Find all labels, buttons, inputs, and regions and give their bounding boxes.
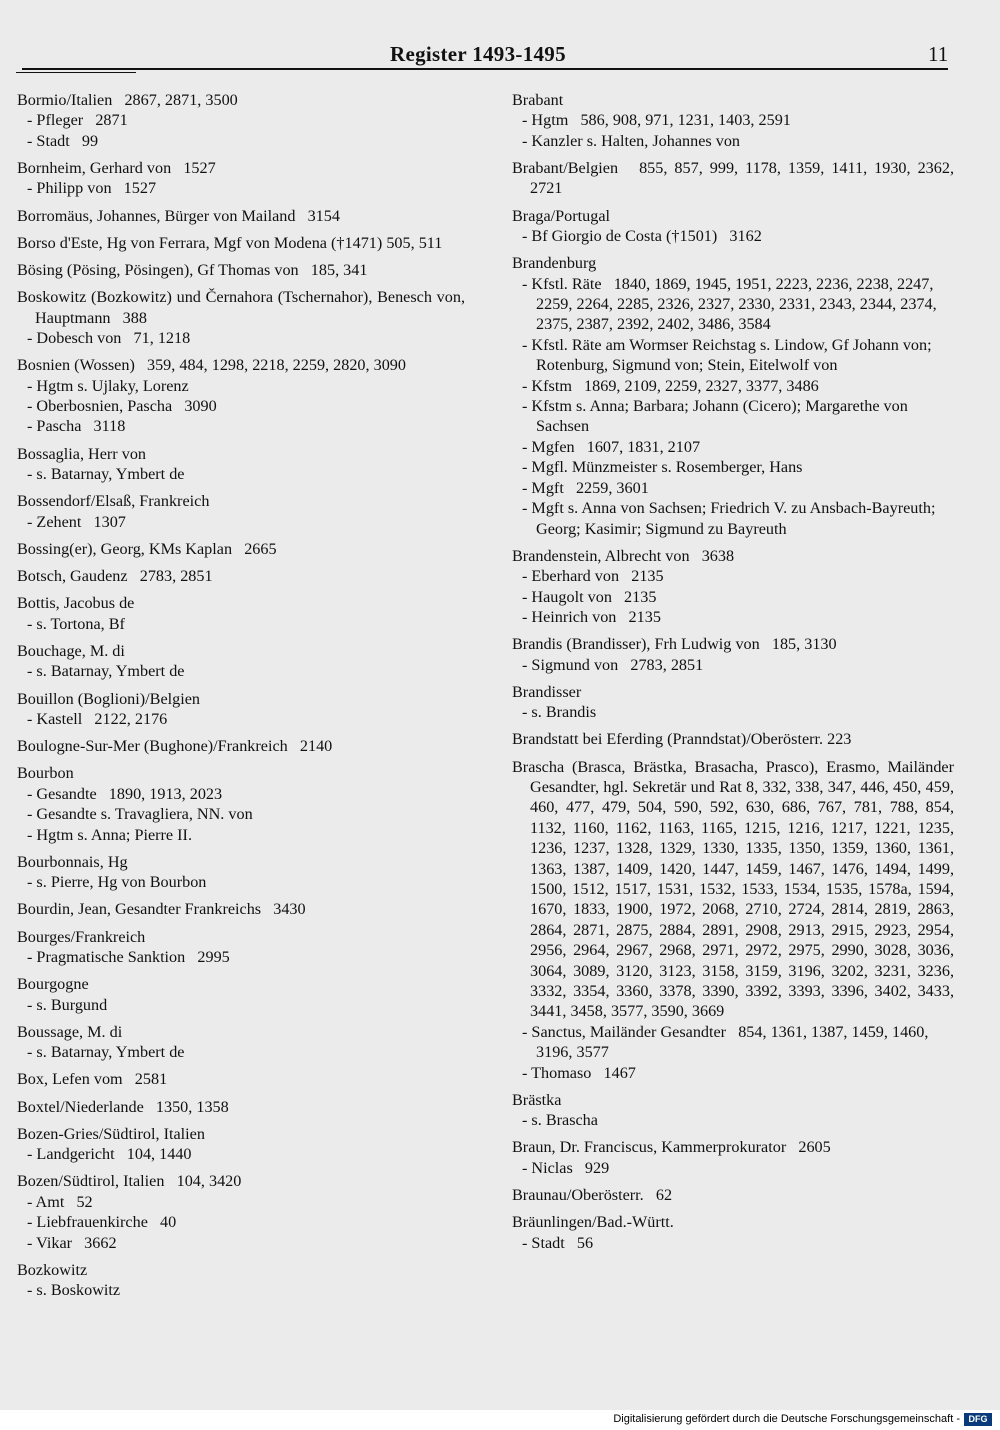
index-entry — [17, 689, 465, 730]
entry-heading: Brabant — [512, 91, 564, 109]
index-entry — [17, 1022, 465, 1063]
entry-heading: Bouchage, M. di — [17, 641, 125, 660]
entry-subentry: - Oberbosnien, Pascha 3090 — [27, 397, 217, 416]
entry-heading: Bormio/Italien 2867, 2871, 3500 — [17, 91, 238, 109]
index-entry — [17, 206, 465, 226]
index-entry — [17, 158, 465, 199]
index-entry — [17, 491, 465, 532]
entry-heading: Bornheim, Gerhard von 1527 — [17, 159, 216, 178]
index-entry — [512, 729, 954, 749]
entry-heading: Bossing(er), Georg, KMs Kaplan 2665 — [17, 539, 277, 558]
entry-subentry: - Niclas 929 — [522, 1158, 610, 1177]
entry-heading: Borromäus, Johannes, Bürger von Mailand 3154 — [17, 206, 340, 225]
entry-heading: Bozkowitz — [17, 1260, 88, 1279]
index-entry — [17, 736, 465, 756]
index-entry — [512, 253, 954, 539]
entry-subentry: - Zehent 1307 — [27, 512, 126, 531]
entry-subentry: - Stadt 56 — [522, 1233, 594, 1252]
index-entry — [512, 634, 954, 675]
entry-subentry: - Thomaso 1467 — [522, 1063, 636, 1082]
index-entry — [17, 90, 465, 151]
index-entry — [17, 763, 465, 845]
entry-heading: Brandenstein, Albrecht von 3638 — [512, 546, 735, 565]
entry-subentry: - Hgtm s. Anna; Pierre II. — [27, 825, 192, 844]
index-entry — [512, 1212, 954, 1253]
index-entry — [512, 1090, 954, 1131]
index-entry — [17, 1124, 465, 1165]
index-entry — [17, 355, 465, 437]
entry-subentry: - s. Batarnay, Ymbert de — [27, 465, 185, 484]
index-entry — [17, 233, 465, 253]
entry-subentry: - Stadt 99 — [27, 131, 99, 150]
index-entry — [512, 682, 954, 723]
entry-subentry: - Sigmund von 2783, 2851 — [522, 655, 704, 674]
index-entry — [17, 852, 465, 893]
entry-subentry: - Kanzler s. Halten, Johannes von — [522, 131, 741, 150]
entry-subentry: - Pragmatische Sanktion 2995 — [27, 947, 230, 966]
header-rule — [22, 68, 948, 70]
dfg-logo: DFG — [964, 1413, 992, 1426]
entry-heading: Brascha (Brasca, Brästka, Brasacha, Prasco), Erasmo, Mailänder Gesandter, hgl. Sekretär und Rat 8, 332, 338, 347, 446, 450, 459, 460, 477, 479, 504, 590, 592, 630, 686, 767, 781, 788, 854, 1132, 1160, 1162, 1163, 1165, 1215, 1216, 1217, 1221, 1235, 1236, 1237, 1328, 1329, 1330, 1335, 1350, 1359, 1360, 1361, 1363, 1387, 1409, 1420, 1447, 1459, 1467, 1476, 1494, 1499, 1500, 1512, 1517, 1531, 1532, 1533, 1534, 1535, 1578a, 1594, 1670, 1833, 1900, 1972, 2068, 2710, 2724, 2814, 2819, 2863, 2864, 2871, 2875, 2884, 2891, 2908, 2913, 2915, 2923, 2954, 2956, 2964, 2967, 2968, 2971, 2972, 2975, 2990, 3028, 3036, 3064, 3089, 3120, 3123, 3158, 3159, 3196, 3202, 3231, 3236, 3332, 3354, 3360, 3378, 3390, 3392, 3393, 3396, 3402, 3433, 3441, 3458, 3577, 3590, 3669 — [512, 757, 959, 1021]
entry-heading: Bosnien (Wossen) 359, 484, 1298, 2218, 2259, 2820, 3090 — [17, 356, 406, 375]
index-entry — [17, 260, 465, 280]
entry-heading: Bozen/Südtirol, Italien 104, 3420 — [17, 1172, 242, 1191]
entry-subentry: - Philipp von 1527 — [27, 179, 157, 198]
entry-subentry: - s. Pierre, Hg von Bourbon — [27, 873, 207, 892]
entry-subentry: - Kfstl. Räte am Wormser Reichstag s. Lindow, Gf Johann von; Rotenburg, Sigmund von; Stein, Eitelwolf von — [522, 335, 936, 375]
index-entry — [512, 757, 959, 1084]
index-entry — [17, 1069, 465, 1089]
footer-credit: Digitalisierung gefördert durch die Deutsche Forschungsgemeinschaft - — [613, 1413, 960, 1425]
entry-subentry: - Kastell 2122, 2176 — [27, 709, 168, 728]
entry-heading: Brandis (Brandisser), Frh Ludwig von 185, 3130 — [512, 635, 837, 654]
index-entry — [17, 593, 465, 634]
entry-subentry: - s. Brandis — [522, 703, 597, 722]
entry-subentry: - Bf Giorgio de Costa (†1501) 3162 — [522, 227, 762, 246]
entry-heading: Bösing (Pösing, Pösingen), Gf Thomas von 185, 341 — [17, 261, 368, 280]
entry-subentry: - Kfstl. Räte 1840, 1869, 1945, 1951, 2223, 2236, 2238, 2247, 2259, 2264, 2285, 2326, 2327, 2330, 2331, 2343, 2344, 2374, 2375, 2387, 2392, 2402, 3486, 3584 — [522, 274, 941, 334]
index-entry — [17, 641, 465, 682]
index-entry — [512, 90, 954, 151]
index-entry — [17, 1171, 465, 1253]
header-rule-flourish — [16, 72, 136, 73]
entry-subentry: - Mgfen 1607, 1831, 2107 — [522, 437, 701, 456]
entry-subentry: - Vikar 3662 — [27, 1233, 117, 1252]
entry-heading: Box, Lefen vom 2581 — [17, 1070, 168, 1089]
entry-subentry: - Kfstm s. Anna; Barbara; Johann (Cicero); Margarethe von Sachsen — [522, 397, 912, 436]
index-entry — [17, 899, 465, 919]
index-entry — [17, 444, 465, 485]
entry-subentry: - s. Burgund — [27, 995, 108, 1014]
index-entry — [17, 927, 465, 968]
index-entry — [17, 974, 465, 1015]
entry-heading: Botsch, Gaudenz 2783, 2851 — [17, 567, 213, 586]
entry-subentry: - Heinrich von 2135 — [522, 607, 661, 626]
entry-heading: Bossaglia, Herr von — [17, 444, 147, 463]
entry-subentry: - s. Brascha — [522, 1111, 598, 1130]
entry-heading: Borso d'Este, Hg von Ferrara, Mgf von Modena (†1471) 505, 511 — [17, 233, 443, 252]
page-title: Register 1493-1495 — [390, 42, 566, 66]
entry-subentry: - Landgericht 104, 1440 — [27, 1145, 192, 1164]
entry-subentry: - Eberhard von 2135 — [522, 567, 664, 586]
right-column — [512, 90, 959, 1260]
entry-subentry: - s. Batarnay, Ymbert de — [27, 662, 185, 681]
entry-heading: Braun, Dr. Franciscus, Kammerprokurator 2605 — [512, 1138, 831, 1157]
entry-subentry: - Mgfl. Münzmeister s. Rosemberger, Hans — [522, 458, 803, 477]
entry-subentry: - Mgft s. Anna von Sachsen; Friedrich V. zu Ansbach-Bayreuth; Georg; Kasimir; Sigmund zu Bayreuth — [522, 499, 940, 538]
entry-subentry: - Mgft 2259, 3601 — [522, 478, 649, 497]
entry-subentry: - Gesandte s. Travagliera, NN. von — [27, 805, 253, 824]
index-entry — [512, 546, 954, 628]
index-entry — [512, 1137, 954, 1178]
entry-subentry: - s. Batarnay, Ymbert de — [27, 1043, 185, 1062]
entry-subentry: - Hgtm s. Ujlaky, Lorenz — [27, 376, 189, 395]
entry-subentry: - s. Tortona, Bf — [27, 614, 125, 633]
entry-heading: Bourdin, Jean, Gesandter Frankreichs 3430 — [17, 900, 306, 919]
index-entry — [17, 287, 470, 348]
entry-subentry: - Gesandte 1890, 1913, 2023 — [27, 784, 223, 803]
entry-heading: Bossendorf/Elsaß, Frankreich — [17, 492, 210, 511]
index-entry — [512, 206, 954, 247]
entry-heading: Boxtel/Niederlande 1350, 1358 — [17, 1097, 229, 1116]
entry-heading: Brandstatt bei Eferding (Pranndstat)/Oberösterr. 223 — [512, 730, 852, 749]
index-entry — [17, 1260, 465, 1301]
entry-subentry: - Pfleger 2871 — [27, 111, 128, 130]
entry-subentry: - Liebfrauenkirche 40 — [27, 1213, 177, 1232]
entry-heading: Brästka — [512, 1090, 562, 1109]
index-entry — [512, 158, 959, 199]
entry-subentry: - Amt 52 — [27, 1192, 93, 1211]
entry-heading: Brandisser — [512, 682, 582, 701]
entry-subentry: - Sanctus, Mailänder Gesandter 854, 1361, 1387, 1459, 1460, 3196, 3577 — [522, 1022, 933, 1062]
entry-subentry: - Pascha 3118 — [27, 417, 126, 436]
entry-heading: Bozen-Gries/Südtirol, Italien — [17, 1124, 205, 1143]
entry-heading: Bourgogne — [17, 975, 89, 994]
entry-heading: Braga/Portugal — [512, 206, 611, 225]
index-entry — [17, 539, 465, 559]
entry-heading: Boussage, M. di — [17, 1022, 123, 1041]
entry-heading: Bräunlingen/Bad.-Württ. — [512, 1213, 674, 1232]
entry-heading: Bourges/Frankreich — [17, 927, 146, 946]
index-entry — [17, 566, 465, 586]
left-column — [17, 90, 470, 1307]
index-entry — [512, 1185, 954, 1205]
entry-heading: Bourbonnais, Hg — [17, 852, 128, 871]
entry-heading: Brabant/Belgien 855, 857, 999, 1178, 1359, 1411, 1930, 2362, 2721 — [512, 159, 959, 198]
entry-heading: Boskowitz (Bozkowitz) und Černahora (Tschernahor), Benesch von, Hauptmann 388 — [17, 288, 470, 327]
entry-subentry: - Haugolt von 2135 — [522, 587, 657, 606]
entry-subentry: - Hgtm 586, 908, 971, 1231, 1403, 2591 — [522, 111, 791, 130]
page-number: 11 — [928, 42, 949, 66]
entry-heading: Boulogne-Sur-Mer (Bughone)/Frankreich 2140 — [17, 737, 333, 756]
entry-heading: Brandenburg — [512, 254, 597, 273]
entry-subentry: - Dobesch von 71, 1218 — [27, 329, 191, 348]
entry-subentry: - Kfstm 1869, 2109, 2259, 2327, 3377, 3486 — [522, 376, 819, 395]
entry-heading: Braunau/Oberösterr. 62 — [512, 1186, 673, 1205]
entry-heading: Bourbon — [17, 764, 74, 783]
entry-heading: Bouillon (Boglioni)/Belgien — [17, 689, 201, 708]
index-entry — [17, 1097, 465, 1117]
entry-subentry: - s. Boskowitz — [27, 1281, 121, 1300]
entry-heading: Bottis, Jacobus de — [17, 594, 135, 613]
